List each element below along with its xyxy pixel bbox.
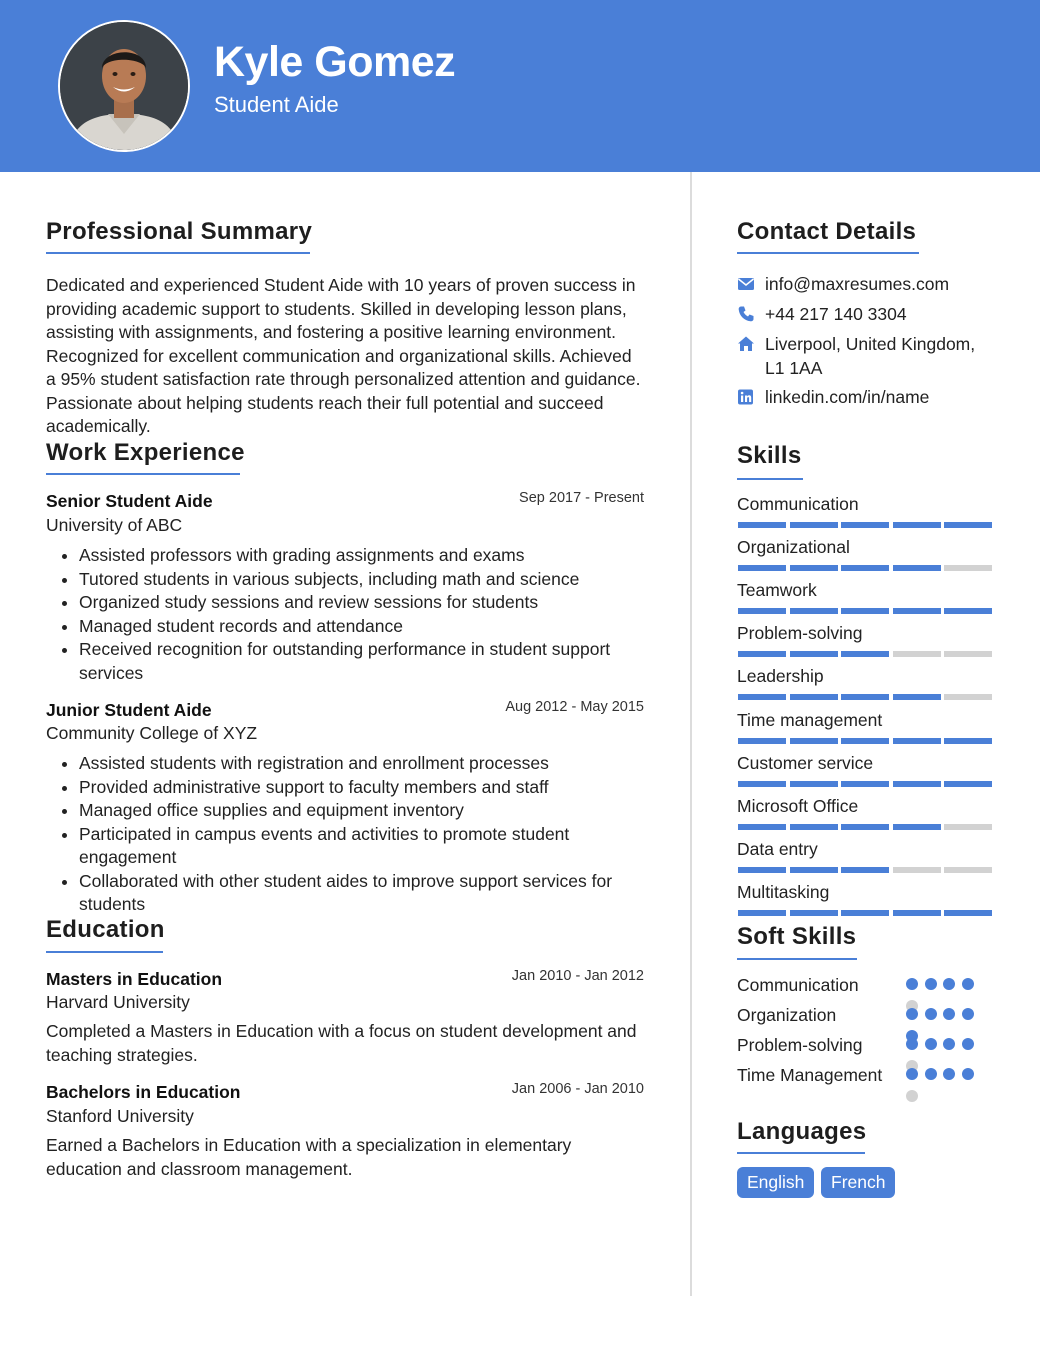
- avatar: [58, 20, 190, 152]
- skill-segment-filled: [841, 781, 889, 787]
- email-text: info@maxresumes.com: [765, 274, 950, 294]
- skill-segment-filled: [841, 608, 889, 614]
- languages-heading: Languages: [737, 1118, 867, 1145]
- skill-segment-filled: [944, 522, 992, 528]
- skill-segment-filled: [790, 910, 838, 916]
- skill-segment-empty: [944, 694, 992, 700]
- list-item: • Received recognition for outstanding performance in student support services: [79, 638, 644, 685]
- candidate-name: Kyle Gomez: [214, 38, 456, 86]
- skill-segment-filled: [790, 522, 838, 528]
- rating-dot-filled: [943, 1038, 955, 1050]
- linkedin-icon: [737, 388, 755, 406]
- skill-segment-empty: [893, 867, 941, 873]
- skill-segment-filled: [893, 565, 941, 571]
- rating-dot-filled: [925, 1038, 937, 1050]
- skill-name: Time management: [737, 709, 883, 730]
- summary-heading: Professional Summary: [46, 218, 313, 245]
- skill-name: Teamwork: [737, 580, 817, 601]
- rating-dot-filled: [962, 1068, 974, 1080]
- skill-name: Multitasking: [737, 881, 830, 902]
- avatar-photo: [60, 22, 188, 150]
- skill-level-bar: [738, 651, 993, 657]
- skill-segment-filled: [893, 824, 941, 830]
- soft-skill-name: Organization: [737, 1005, 837, 1025]
- language-tag: English: [737, 1167, 814, 1198]
- skill-level-bar: [738, 738, 993, 744]
- skill-segment-filled: [841, 522, 889, 528]
- job-bullets: [46, 752, 644, 917]
- skill-segment-filled: [841, 694, 889, 700]
- rating-dot-empty: [906, 1090, 918, 1102]
- linkedin-text: linkedin.com/in/name: [765, 387, 930, 407]
- list-item: • Organized study sessions and review sessions for students: [79, 591, 644, 615]
- soft-skills-underline: [737, 958, 857, 960]
- education-heading: Education: [46, 916, 165, 943]
- skill-segment-filled: [893, 608, 941, 614]
- education-underline: [46, 951, 163, 953]
- degree-title: Bachelors in Education: [46, 1082, 241, 1102]
- job-title: Senior Student Aide: [46, 491, 213, 511]
- skill-segment-filled: [790, 608, 838, 614]
- job-title: Junior Student Aide: [46, 700, 212, 720]
- skill-segment-filled: [893, 694, 941, 700]
- skill-segment-filled: [841, 867, 889, 873]
- skill-segment-filled: [738, 651, 786, 657]
- skill-segment-filled: [738, 867, 786, 873]
- rating-dot-filled: [925, 1068, 937, 1080]
- skill-level-bar: [738, 565, 993, 571]
- rating-dot-filled: [962, 1008, 974, 1020]
- skill-segment-filled: [790, 565, 838, 571]
- job-bullets: [46, 544, 644, 685]
- list-item: • Assisted students with registration and enrollment processes: [79, 752, 644, 776]
- language-tag: French: [821, 1167, 895, 1198]
- skill-segment-filled: [944, 738, 992, 744]
- skill-name: Customer service: [737, 752, 874, 773]
- experience-underline: [46, 473, 240, 475]
- skill-name: Leadership: [737, 666, 824, 687]
- experience-heading: Work Experience: [46, 439, 245, 466]
- skill-name: Problem-solving: [737, 623, 863, 644]
- skill-segment-filled: [790, 824, 838, 830]
- skill-segment-filled: [893, 781, 941, 787]
- skill-segment-filled: [841, 910, 889, 916]
- skill-level-bar: [738, 694, 993, 700]
- rating-dot-filled: [906, 1038, 918, 1050]
- skill-name: Microsoft Office: [737, 795, 859, 816]
- skill-segment-filled: [738, 608, 786, 614]
- summary-text: Dedicated and experienced Student Aide with 10 years of proven success in providing academic support to students. Skilled in developing lesson plans, assisting with assignments, and fostering a positive learning environment. Recognized for excellent communication and organizational skills. Achieved a 95% student satisfaction rate through personalized attention and guidance. Passionate about helping students reach their full potential and succeed academically.: [46, 275, 641, 436]
- phone-text: +44 217 140 3304: [765, 304, 907, 324]
- skill-level-bar: [738, 867, 993, 873]
- skill-level-bar: [738, 522, 993, 528]
- education-description: Completed a Masters in Education with a focus on student development and teaching strategies.: [46, 1021, 637, 1065]
- skill-segment-filled: [841, 651, 889, 657]
- home-icon: [737, 335, 755, 353]
- skill-segment-filled: [738, 565, 786, 571]
- rating-dot-filled: [943, 1068, 955, 1080]
- list-item: • Tutored students in various subjects, including math and science: [79, 568, 644, 592]
- rating-dot-filled: [943, 1008, 955, 1020]
- list-item: • Participated in campus events and activities to promote student engagement: [79, 823, 644, 870]
- list-item: • Managed student records and attendance: [79, 615, 644, 639]
- job-organization: Community College of XYZ: [46, 723, 258, 743]
- skill-segment-empty: [944, 867, 992, 873]
- summary-underline: [46, 252, 310, 254]
- rating-dot-filled: [943, 978, 955, 990]
- skill-name: Communication: [737, 494, 859, 514]
- phone-icon: [737, 305, 755, 323]
- soft-skill-name: Communication: [737, 975, 859, 995]
- job-organization: University of ABC: [46, 515, 183, 535]
- skills-underline: [737, 478, 803, 480]
- education-dates: Jan 2010 - Jan 2012: [511, 968, 644, 984]
- contact-heading: Contact Details: [737, 218, 917, 245]
- skill-name: Data entry: [737, 838, 818, 859]
- skill-segment-filled: [893, 738, 941, 744]
- skill-level-bar: [738, 781, 993, 787]
- rating-dot-filled: [962, 1038, 974, 1050]
- skill-segment-filled: [738, 781, 786, 787]
- skills-heading: Skills: [737, 442, 802, 469]
- skill-level-bar: [738, 910, 993, 916]
- skill-segment-filled: [893, 910, 941, 916]
- column-divider: [690, 172, 692, 1296]
- skill-segment-filled: [738, 738, 786, 744]
- job-dates: Sep 2017 - Present: [519, 490, 644, 506]
- skill-segment-filled: [841, 824, 889, 830]
- rating-dot-filled: [962, 978, 974, 990]
- skill-segment-filled: [944, 608, 992, 614]
- rating-dot-filled: [906, 1068, 918, 1080]
- degree-title: Masters in Education: [46, 969, 223, 989]
- skill-segment-filled: [738, 910, 786, 916]
- skill-segment-filled: [841, 738, 889, 744]
- skill-segment-filled: [790, 867, 838, 873]
- skill-name: Organizational: [737, 537, 850, 558]
- skill-level-bar: [738, 824, 993, 830]
- list-item: • Assisted professors with grading assignments and exams: [79, 544, 644, 568]
- skill-segment-filled: [893, 522, 941, 528]
- soft-skill-name: Problem-solving: [737, 1035, 863, 1055]
- languages-underline: [737, 1152, 865, 1154]
- skill-segment-filled: [738, 694, 786, 700]
- contact-underline: [737, 252, 919, 254]
- rating-dot-filled: [906, 1008, 918, 1020]
- address-text: Liverpool, United Kingdom, L1 1AA: [765, 334, 976, 378]
- skill-segment-filled: [841, 565, 889, 571]
- rating-dot-filled: [906, 978, 918, 990]
- skill-segment-empty: [944, 824, 992, 830]
- skill-segment-filled: [738, 522, 786, 528]
- education-description: Earned a Bachelors in Education with a specialization in elementary education and classroom management.: [46, 1135, 572, 1179]
- header-banner: [0, 0, 1040, 172]
- school-name: Harvard University: [46, 992, 190, 1012]
- skill-segment-filled: [790, 738, 838, 744]
- soft-skill-name: Time Management: [737, 1065, 883, 1085]
- skill-level-bar: [738, 608, 993, 614]
- skill-segment-empty: [893, 651, 941, 657]
- school-name: Stanford University: [46, 1106, 194, 1126]
- skill-segment-filled: [738, 824, 786, 830]
- candidate-role: Student Aide: [214, 92, 339, 117]
- list-item: • Collaborated with other student aides to improve support services for students: [79, 870, 644, 917]
- envelope-icon: [737, 275, 755, 293]
- job-dates: Aug 2012 - May 2015: [505, 699, 644, 715]
- rating-dot-filled: [925, 978, 937, 990]
- list-item: • Managed office supplies and equipment inventory: [79, 799, 644, 823]
- skill-segment-filled: [790, 781, 838, 787]
- list-item: • Provided administrative support to faculty members and staff: [79, 776, 644, 800]
- skill-segment-empty: [944, 565, 992, 571]
- skill-segment-filled: [790, 694, 838, 700]
- education-dates: Jan 2006 - Jan 2010: [511, 1081, 644, 1097]
- skill-segment-filled: [944, 910, 992, 916]
- rating-dot-filled: [925, 1008, 937, 1020]
- skill-segment-filled: [790, 651, 838, 657]
- skill-segment-empty: [944, 651, 992, 657]
- skill-segment-filled: [944, 781, 992, 787]
- soft-skills-heading: Soft Skills: [737, 923, 857, 950]
